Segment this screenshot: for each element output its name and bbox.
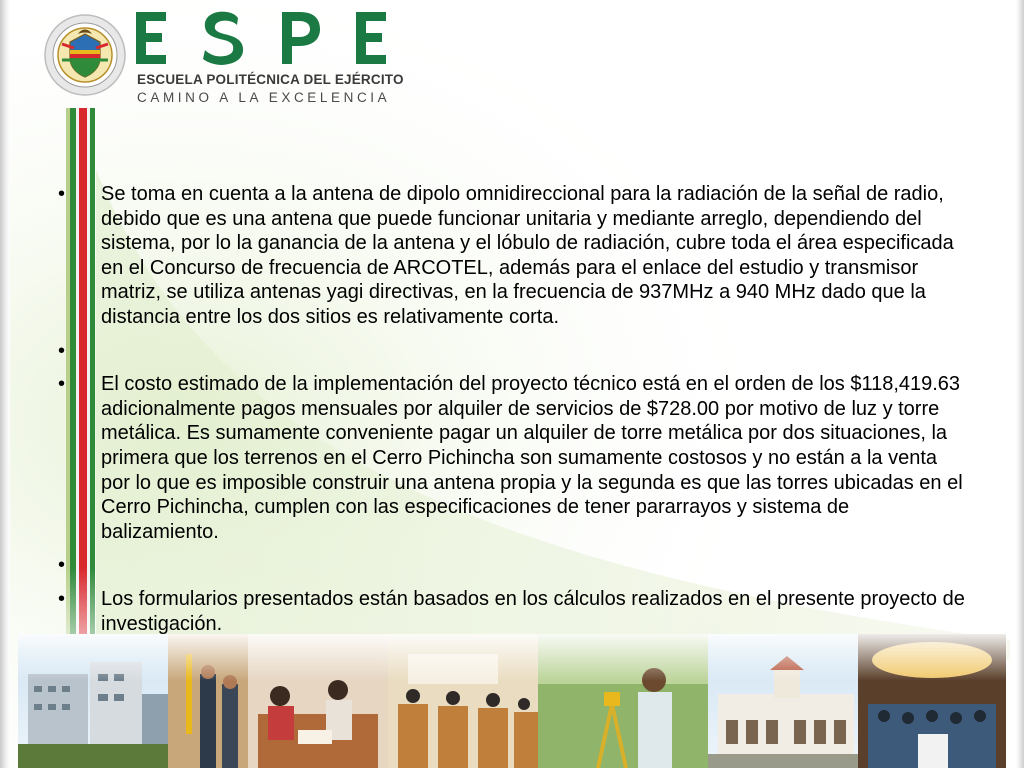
espe-seal-logo: [44, 14, 126, 96]
institution-name: ESCUELA POLITÉCNICA DEL EJÉRCITO: [137, 72, 404, 87]
right-frame-shadow: [1016, 0, 1024, 768]
bullet-item: [56, 339, 970, 364]
bullet-text: El costo estimado de la implementación del proyecto técnico está en el orden de los $118,419.63 adicionalmente pagos mensuales por alquiler de servicios de $728.00 por motivo de luz y torre metálica. Es sumamente conveniente pagar un alquiler de torre metálica por dos situaciones, la primera que los terrenos en el Cerro Pichincha son sumamente costosos y no están a la venta por lo que es imposible construir una antena propia y la segunda es que las torres ubicadas en el Cerro Pichincha, cumplen con las especificaciones de tener pararrayos y sistema de balizamiento.: [101, 373, 963, 543]
bullet-marker: •: [58, 339, 66, 362]
slide-body: [56, 182, 970, 645]
bullet-item: [56, 182, 970, 330]
bullet-marker: •: [58, 554, 66, 577]
brand-block: [134, 6, 404, 106]
bullet-text: Los formularios presentados están basados en los cálculos realizados en el presente proyecto de investigación.: [101, 587, 965, 635]
espe-wordmark: [134, 6, 394, 68]
bullet-marker: •: [58, 373, 66, 396]
left-frame-shadow: [0, 0, 10, 768]
bullet-marker: •: [58, 587, 66, 610]
bullet-text: Se toma en cuenta a la antena de dipolo omnidireccional para la radiación de la señal de radio, debido que es una antena que puede funcionar unitaria y mediante arreglo, dependiendo del sistema, por lo la ganancia de la antena y el lóbulo de radiación, cubre toda el área especificada en el Concurso de frecuencia de ARCOTEL, además para el enlace del estudio y transmisor matriz, se utiliza antenas yagi directivas, en la frecuencia de 937MHz a 940 MHz dado que la distancia entre los dos sitios es relativamente corta.: [101, 183, 954, 328]
bullet-item: [56, 587, 970, 636]
motto: CAMINO A LA EXCELENCIA: [137, 90, 391, 105]
bullet-marker: •: [58, 183, 66, 205]
bullet-item: [56, 553, 970, 578]
photo-collage-strip: [18, 634, 1006, 768]
bullet-item: [56, 372, 970, 544]
